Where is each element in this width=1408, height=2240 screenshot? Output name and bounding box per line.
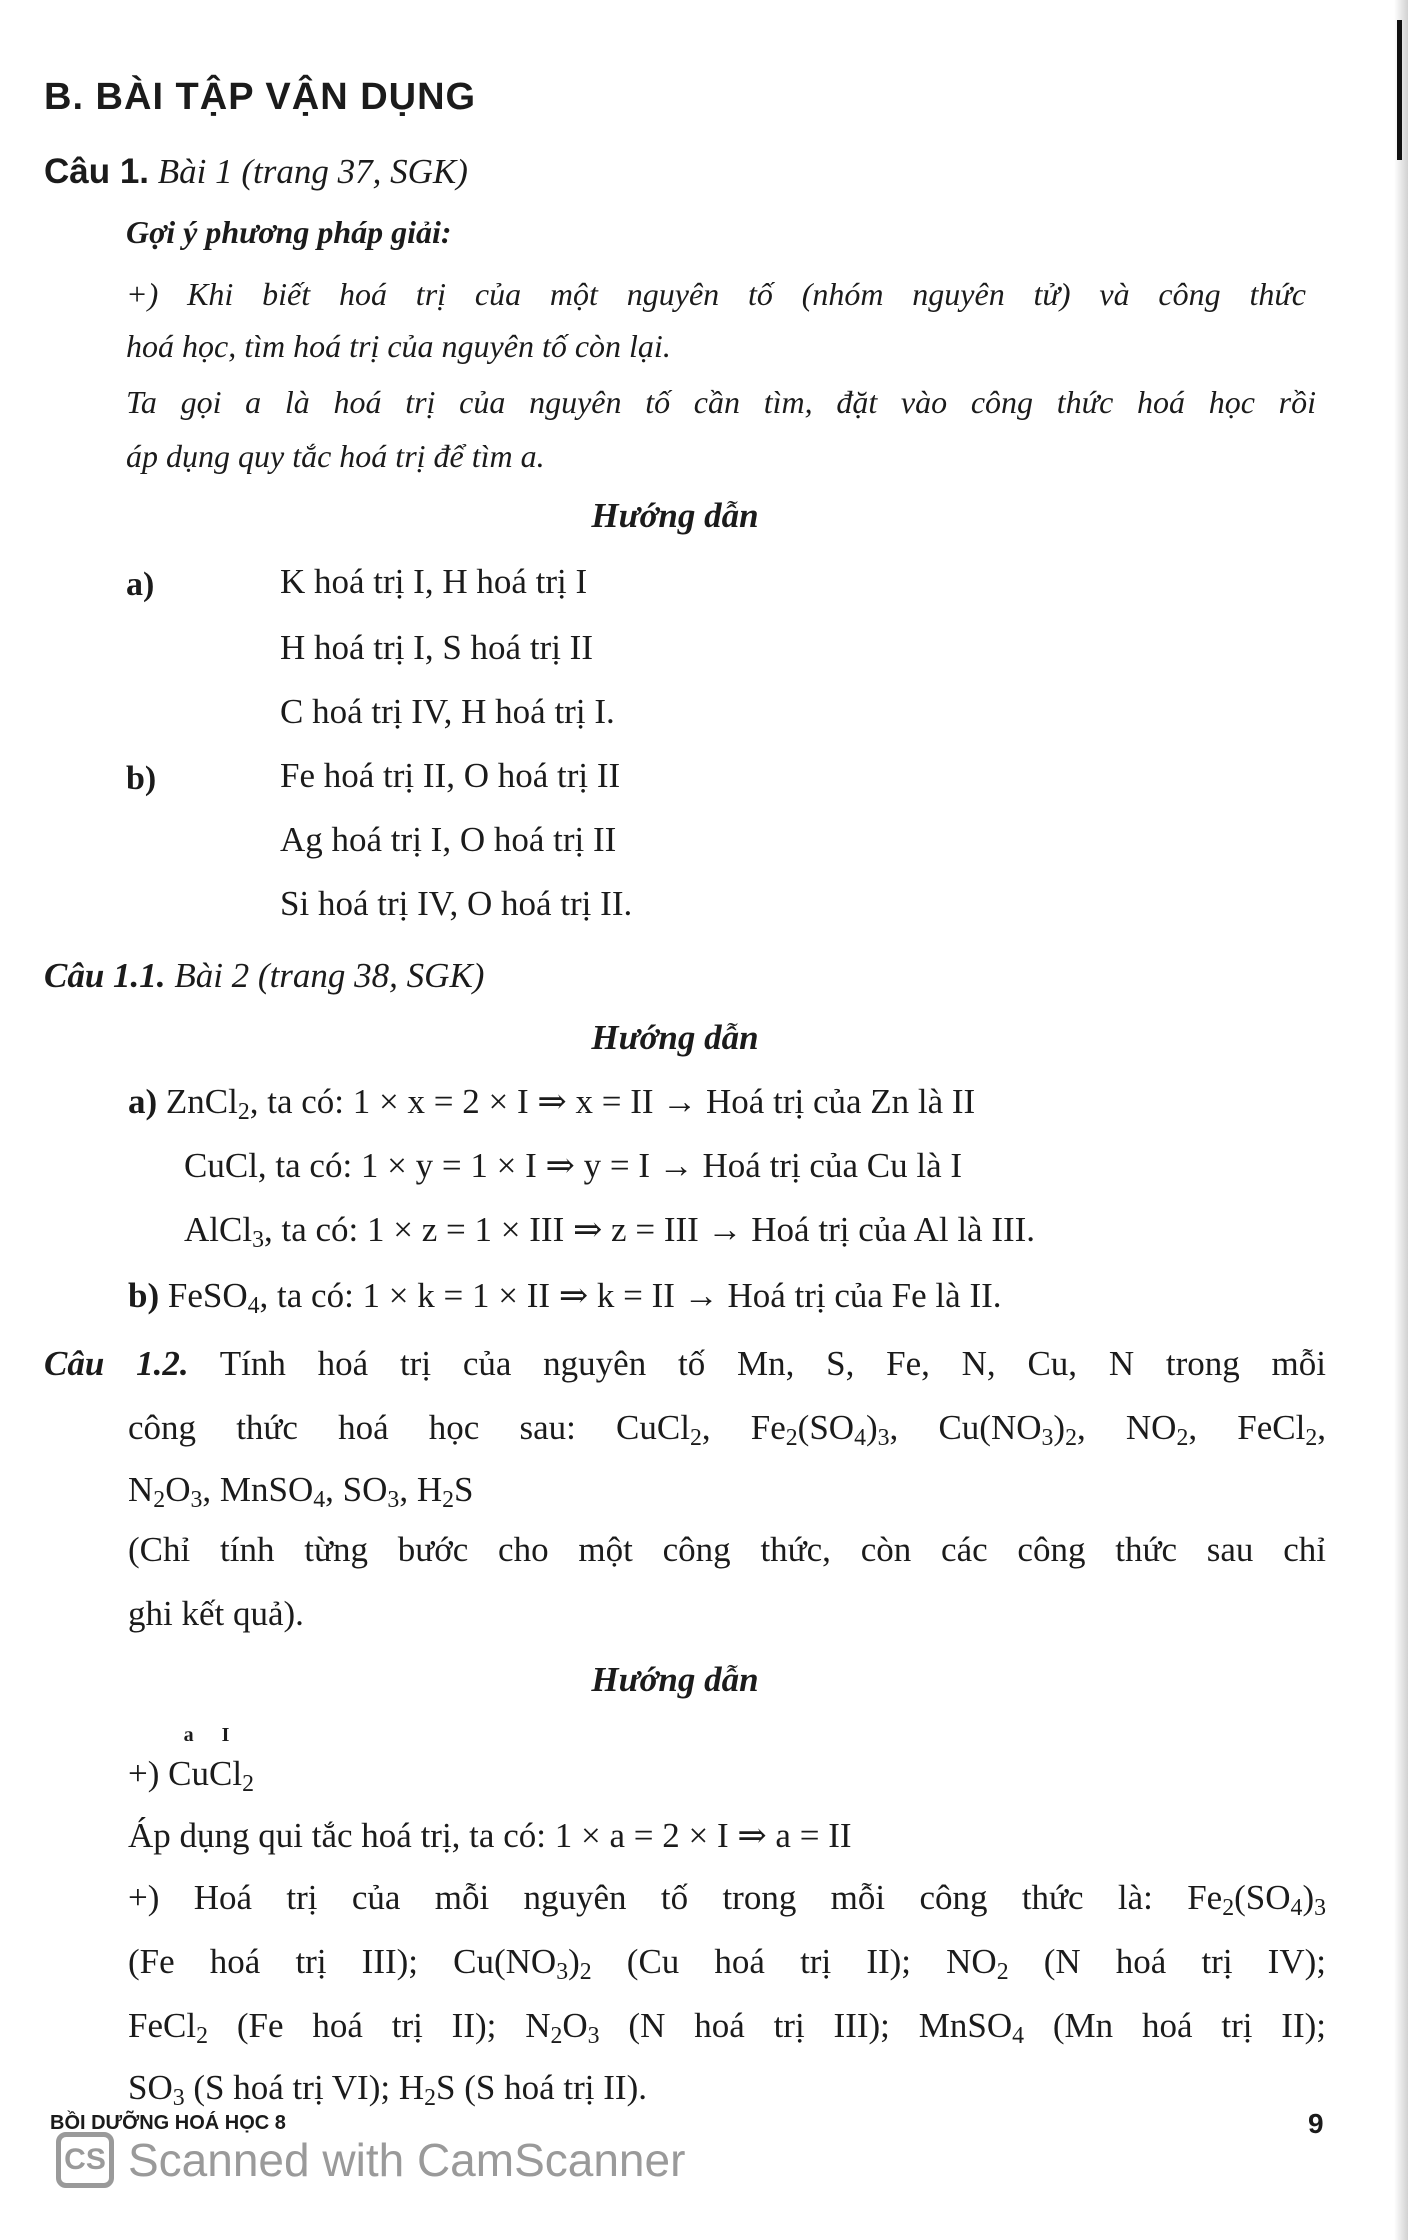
q11-ref: Bài 2 (trang 38, SGK) (174, 956, 485, 995)
watermark-text: Scanned with CamScanner (128, 2134, 686, 2186)
q11-calc: , ta có: 1 × z = 1 × III ⇒ z = III → Hoá trị của Al là III. (263, 1210, 1036, 1249)
camscanner-watermark (56, 2132, 685, 2188)
q12-example-cu: a Cu (168, 1724, 210, 1793)
q11-subscript: 3 (252, 1226, 264, 1253)
q1-hint-line-3: Ta gọi a là hoá trị của nguyên tố cần tìm, đặt vào công thức hoá học rồi (126, 384, 1316, 420)
q12-line-3: $N_2O_3$, MnSO$_4$, $SO_3$, $H_2S$ (128, 1470, 474, 1513)
q12-example-formula: +) a Cu I $Cl_2$ (128, 1724, 254, 1797)
q11-heading (44, 956, 484, 996)
q12-example-prefix: +) (128, 1754, 160, 1793)
q1-b-item: Ag hoá trị I, O hoá trị II (280, 820, 617, 859)
page-edge-shadow (1394, 0, 1408, 2240)
q1-hint-line-4: áp dụng quy tắc hoá trị để tìm a. (126, 438, 545, 474)
q11-formula: ZnCl (165, 1082, 238, 1121)
q11-label: Câu 1.1. (44, 956, 166, 995)
q12-question-text: Tính hoá trị của nguyên tố Mn, S, Fe, N, Cu, N trong mỗi (219, 1344, 1326, 1383)
q11-subscript: 4 (247, 1292, 260, 1319)
q12-example-cl: I Cl (209, 1724, 243, 1793)
q1-a-item: C hoá trị IV, H hoá trị I. (280, 692, 615, 731)
q11-formula: FeSO (167, 1276, 248, 1315)
q11-line-4 (128, 1276, 1002, 1319)
q11-line-3 (184, 1210, 1036, 1253)
q12-line-5: ghi kết quả). (128, 1594, 304, 1633)
q11-calc: , ta có: 1 × k = 1 × II ⇒ k = II → Hoá trị của Fe là II. (259, 1276, 1002, 1315)
q1-b-item: Si hoá trị IV, O hoá trị II. (280, 884, 633, 923)
q11-formula: AlCl (184, 1210, 253, 1249)
q12-label: Câu 1.2. (44, 1344, 189, 1383)
q1-a-label: a) (126, 566, 155, 603)
q12-result-line-1: +) Hoá trị của mỗi nguyên tố trong mỗi công thức là: $Fe_2(SO_4)_3$ (128, 1878, 1326, 1921)
q1-b-label: b) (126, 760, 157, 797)
q11-subscript: 2 (237, 1098, 250, 1125)
q12-result-line-4: $SO_3$ (S hoá trị VI); $H_2S$ (S hoá trị II). (128, 2068, 647, 2111)
q11-guide-heading: Hướng dẫn (591, 1018, 759, 1057)
q1-label: Câu 1. (44, 152, 150, 191)
q1-a-item: K hoá trị I, H hoá trị I (280, 562, 588, 601)
q12-line-2: công thức hoá học sau: CuCl$_2$, $Fe_2(SO_4)_3$, $Cu(NO_3)_2$, $NO_2$, FeCl$_2$, (128, 1408, 1326, 1451)
q1-b-item: Fe hoá trị II, O hoá trị II (280, 756, 621, 795)
q12-result-line-3: FeCl$_2$ (Fe hoá trị II); $N_2O_3$ (N hoá trị III); MnSO$_4$ (Mn hoá trị II); (128, 2006, 1326, 2049)
q11-line-1 (128, 1082, 976, 1125)
q12-result-line-2: (Fe hoá trị III); $Cu(NO_3)_2$ (Cu hoá trị II); $NO_2$ (N hoá trị IV); (128, 1942, 1326, 1985)
q11-calc: , ta có: 1 × x = 2 × I ⇒ x = II → Hoá trị của Zn là II (249, 1082, 976, 1121)
q12-guide-heading: Hướng dẫn (591, 1660, 759, 1699)
q11-b-label: b) (128, 1276, 160, 1315)
q1-hint-line-2: hoá học, tìm hoá trị của nguyên tố còn lại. (126, 328, 671, 364)
q1-heading (44, 152, 468, 192)
q12-rule: Áp dụng qui tắc hoá trị, ta có: 1 × a = 2 × I ⇒ a = II (128, 1816, 852, 1855)
q12-line-4: (Chỉ tính từng bước cho một công thức, còn các công thức sau chỉ (128, 1530, 1326, 1569)
section-title: B. BÀI TẬP VẬN DỤNG (44, 76, 477, 118)
q11-line-2: CuCl, ta có: 1 × y = 1 × I ⇒ y = I → Hoá trị của Cu là I (184, 1146, 963, 1185)
q1-ref: Bài 1 (trang 37, SGK) (157, 152, 468, 191)
q11-a-label: a) (128, 1082, 158, 1121)
q1-guide-heading: Hướng dẫn (591, 496, 759, 535)
q1-hint-title: Gợi ý phương pháp giải: (126, 214, 452, 250)
footer-book-title: BỒI DƯỠNG HOÁ HỌC 8 (50, 2112, 286, 2134)
page-edge-mark (1397, 20, 1402, 160)
q1-hint-line-1: +) Khi biết hoá trị của một nguyên tố (nhóm nguyên tử) và công thức (126, 276, 1306, 312)
page-number: 9 (1308, 2108, 1324, 2139)
q12-line-1 (44, 1344, 1326, 1384)
q1-a-item: H hoá trị I, S hoá trị II (280, 628, 593, 667)
camscanner-logo-icon: CS (56, 2132, 114, 2188)
